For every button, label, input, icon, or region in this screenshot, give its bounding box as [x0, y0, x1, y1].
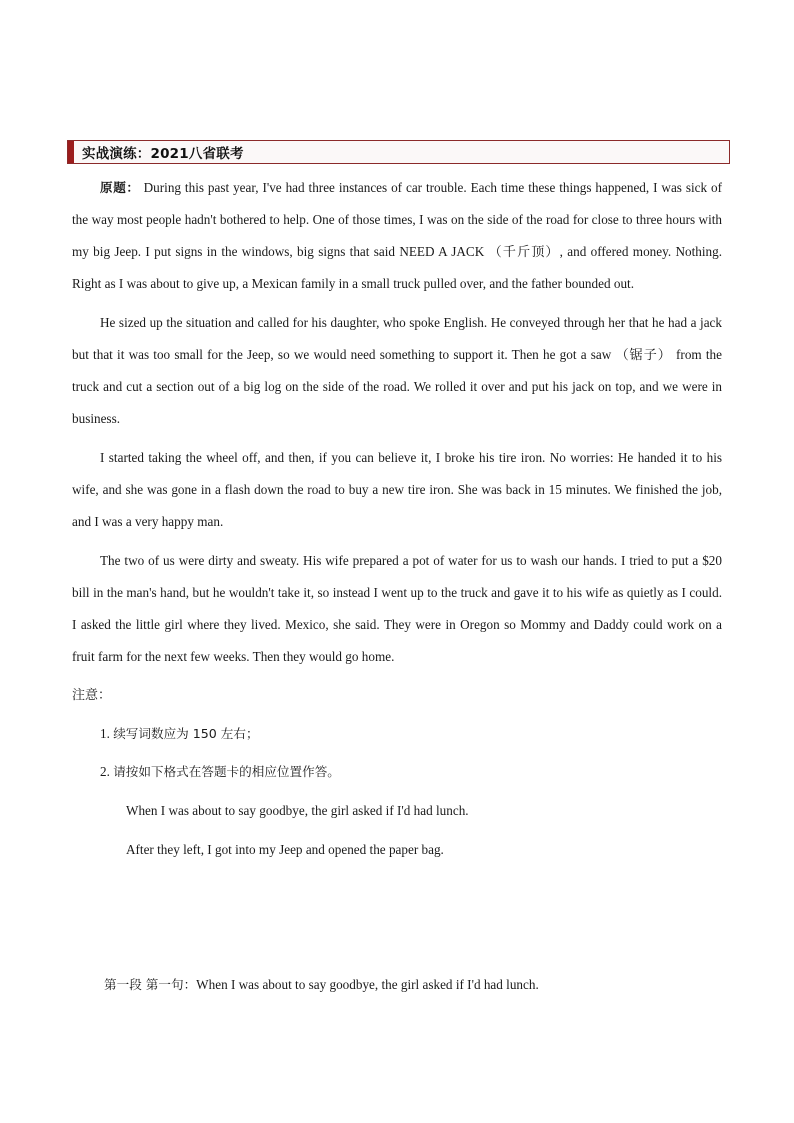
answer-text: When I was about to say goodbye, the girl asked if I'd had lunch. [196, 977, 539, 992]
original-lead-label: 原题： [100, 180, 140, 195]
body-text [72, 172, 722, 866]
note-text: 续写词数应为 150 左右； [113, 726, 259, 741]
note-item-1 [100, 718, 722, 750]
answer-label: 第一段 第一句： [104, 977, 197, 992]
original-paragraph-4: The two of us were dirty and sweaty. His wife prepared a pot of water for us to wash our hands. I tried to put a $20 bill in the man's hand, but he wouldn't take it, so instead I went up to the truck and gave it to his wife as quietly as I could. I asked the little girl where they lived. Mexico, she said. They were in Oregon so Mommy and Daddy could work on a fruit farm for the next few weeks. Then they would go home. [72, 553, 722, 664]
note-item-2 [100, 756, 722, 788]
prompt-line-2: After they left, I got into my Jeep and opened the paper bag. [126, 842, 444, 857]
paragraph-text: During this past year, I've had three instances of car trouble. Each time these things happened, I was sick of the way most people hadn't bothered to help. One of those times, I was on the side of the road for close to three hours with my big Jeep. I put signs in the windows, big signs that said NEED A JACK （千斤顶）, and offered money. Nothing. Right as I was about to give up, a Mexican family in a small truck pulled over, and the father bounded out. [72, 180, 723, 291]
prompt-line-1: When I was about to say goodbye, the girl asked if I'd had lunch. [126, 803, 469, 818]
header-accent-bar [68, 141, 74, 163]
original-paragraph-2: He sized up the situation and called for his daughter, who spoke English. He conveyed through her that he had a jack but that it was too small for the Jeep, so we would need something to support it. Then he got a saw （锯子） from the truck and cut a section out of a big log on the side of the road. We rolled it over and put his jack on top, and we were in business. [72, 315, 722, 426]
note-number: 2. [100, 764, 110, 779]
note-text: 请按如下格式在答题卡的相应位置作答。 [113, 764, 340, 779]
note-number: 1. [100, 726, 110, 741]
original-paragraph-3: I started taking the wheel off, and then, if you can believe it, I broke his tire iron. No worries: He handed it to his wife, and she was gone in a flash down the road to buy a new tire iron. She was back in 15 minutes. We finished the job, and I was a very happy man. [72, 450, 722, 529]
original-paragraph-1 [72, 172, 722, 300]
section-header [67, 140, 730, 164]
answer-line [104, 970, 539, 1000]
section-title: 实战演练：2021八省联考 [82, 146, 244, 162]
notes-label: 注意： [72, 688, 112, 703]
